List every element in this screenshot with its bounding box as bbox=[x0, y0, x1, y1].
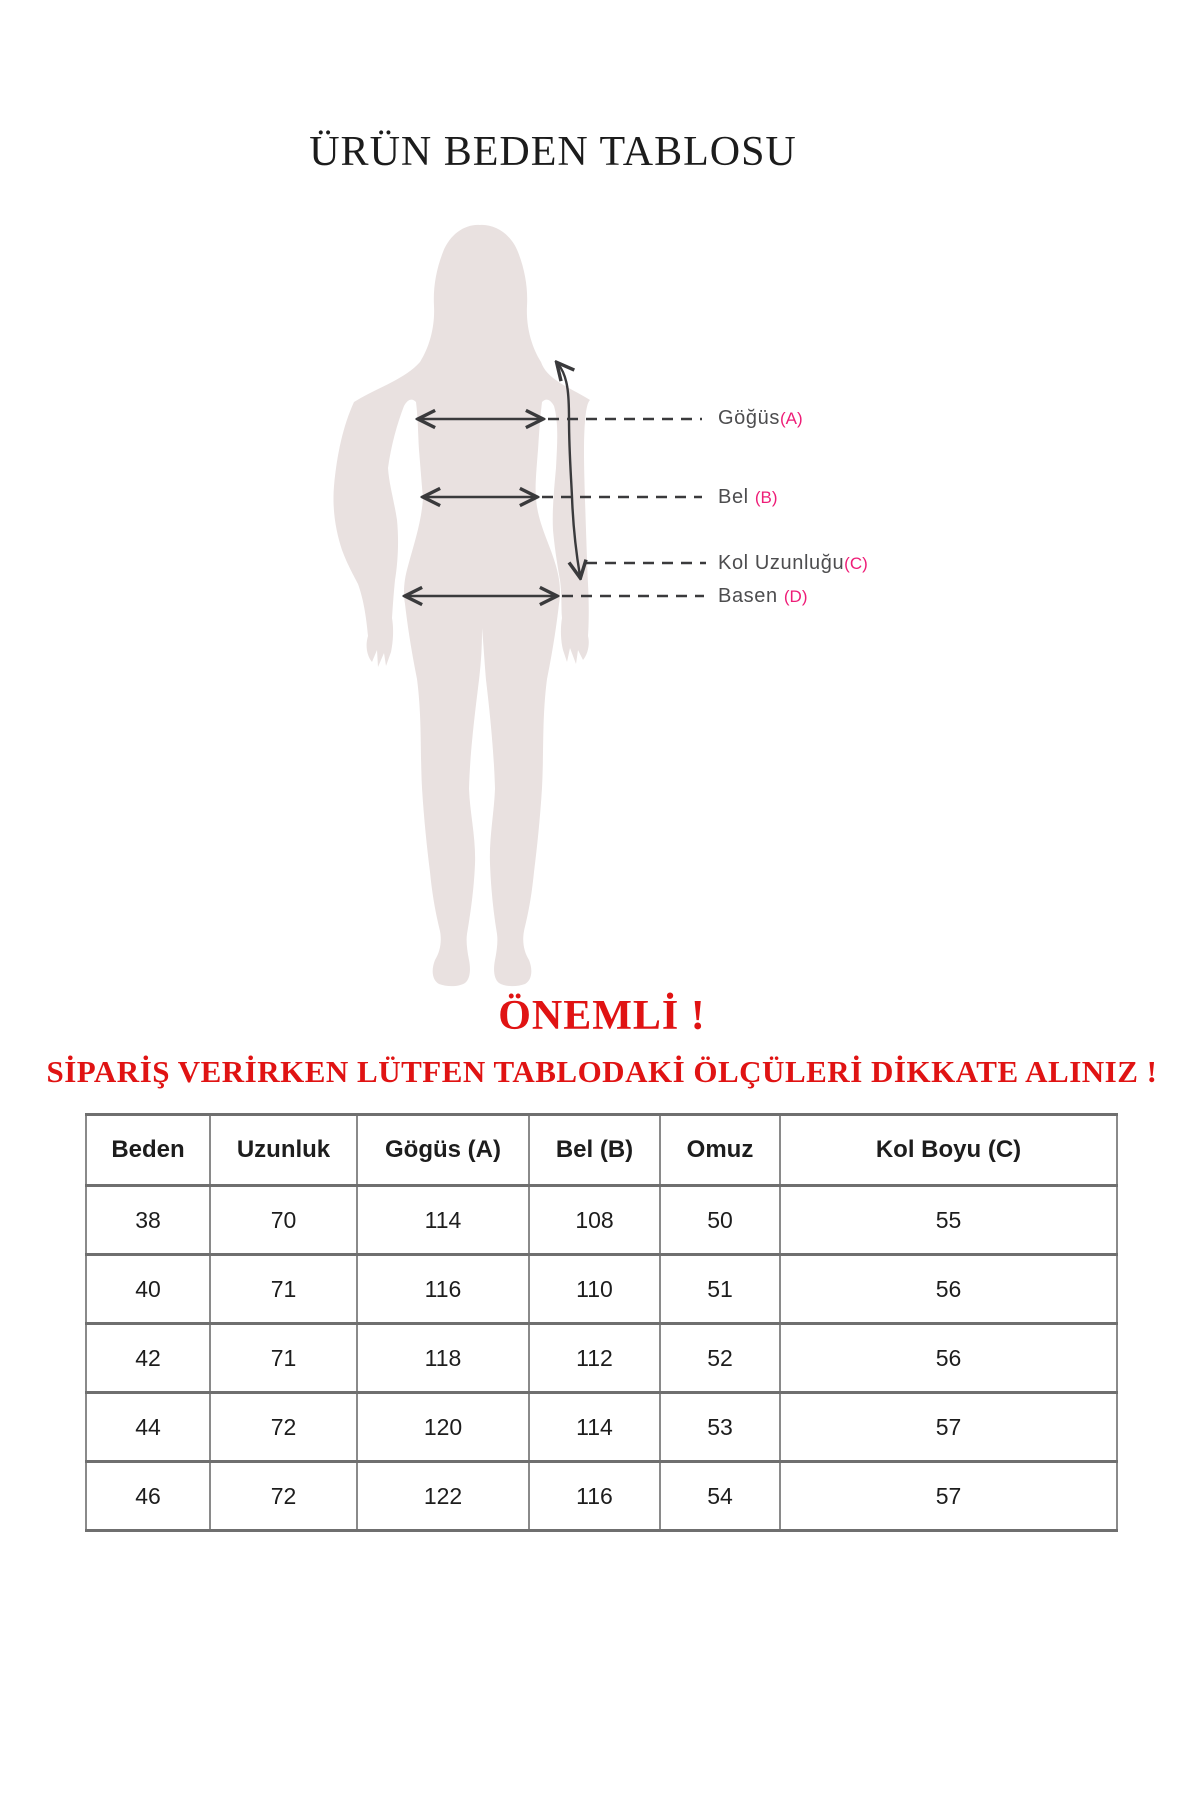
cell: 114 bbox=[529, 1393, 660, 1462]
label-chest-text: Göğüs bbox=[718, 407, 780, 429]
label-hip-code: (D) bbox=[783, 587, 808, 606]
cell: 122 bbox=[357, 1462, 529, 1531]
cell: 38 bbox=[86, 1186, 210, 1255]
cell: 56 bbox=[780, 1324, 1117, 1393]
label-hip-text: Basen bbox=[718, 585, 784, 607]
table-row bbox=[86, 1462, 1117, 1531]
cell: 56 bbox=[780, 1255, 1117, 1324]
table-row bbox=[86, 1393, 1117, 1462]
table-row bbox=[86, 1255, 1117, 1324]
table-row bbox=[86, 1186, 1117, 1255]
cell: 52 bbox=[660, 1324, 780, 1393]
cell: 112 bbox=[529, 1324, 660, 1393]
warning-subtitle: SİPARİŞ VERİRKEN LÜTFEN TABLODAKİ ÖLÇÜLERİ DİKKATE ALINIZ ! bbox=[46, 1054, 1158, 1089]
col-header-omuz: Omuz bbox=[660, 1115, 780, 1186]
label-hip bbox=[718, 584, 807, 608]
cell: 50 bbox=[660, 1186, 780, 1255]
cell: 46 bbox=[86, 1462, 210, 1531]
col-header-kol-boyu: Kol Boyu (C) bbox=[780, 1115, 1117, 1186]
cell: 116 bbox=[357, 1255, 529, 1324]
cell: 110 bbox=[529, 1255, 660, 1324]
cell: 118 bbox=[357, 1324, 529, 1393]
col-header-uzunluk: Uzunluk bbox=[210, 1115, 357, 1186]
cell: 71 bbox=[210, 1324, 357, 1393]
label-waist-code: (B) bbox=[754, 488, 778, 507]
label-arm-length-text: Kol Uzunluğu bbox=[718, 552, 845, 574]
cell: 108 bbox=[529, 1186, 660, 1255]
cell: 57 bbox=[780, 1462, 1117, 1531]
col-header-gogus: Gögüs (A) bbox=[357, 1115, 529, 1186]
col-header-beden: Beden bbox=[86, 1115, 210, 1186]
size-table-header-row bbox=[86, 1115, 1117, 1186]
female-body-silhouette bbox=[333, 225, 590, 986]
cell: 116 bbox=[529, 1462, 660, 1531]
label-arm-length-code: (C) bbox=[844, 554, 868, 573]
cell: 72 bbox=[210, 1462, 357, 1531]
cell: 55 bbox=[780, 1186, 1117, 1255]
measurement-diagram bbox=[290, 190, 720, 1000]
size-table bbox=[85, 1113, 1118, 1532]
table-row bbox=[86, 1324, 1117, 1393]
label-arm-length bbox=[718, 551, 868, 575]
cell: 54 bbox=[660, 1462, 780, 1531]
warning-title: ÖNEMLİ ! bbox=[498, 993, 706, 1039]
cell: 120 bbox=[357, 1393, 529, 1462]
label-waist-text: Bel bbox=[718, 486, 755, 508]
cell: 44 bbox=[86, 1393, 210, 1462]
cell: 72 bbox=[210, 1393, 357, 1462]
cell: 40 bbox=[86, 1255, 210, 1324]
cell: 114 bbox=[357, 1186, 529, 1255]
label-chest bbox=[718, 406, 803, 430]
cell: 71 bbox=[210, 1255, 357, 1324]
cell: 53 bbox=[660, 1393, 780, 1462]
cell: 42 bbox=[86, 1324, 210, 1393]
cell: 57 bbox=[780, 1393, 1117, 1462]
cell: 51 bbox=[660, 1255, 780, 1324]
page-title: ÜRÜN BEDEN TABLOSU bbox=[309, 129, 797, 175]
label-waist bbox=[718, 485, 778, 509]
cell: 70 bbox=[210, 1186, 357, 1255]
label-chest-code: (A) bbox=[779, 409, 803, 428]
col-header-bel: Bel (B) bbox=[529, 1115, 660, 1186]
